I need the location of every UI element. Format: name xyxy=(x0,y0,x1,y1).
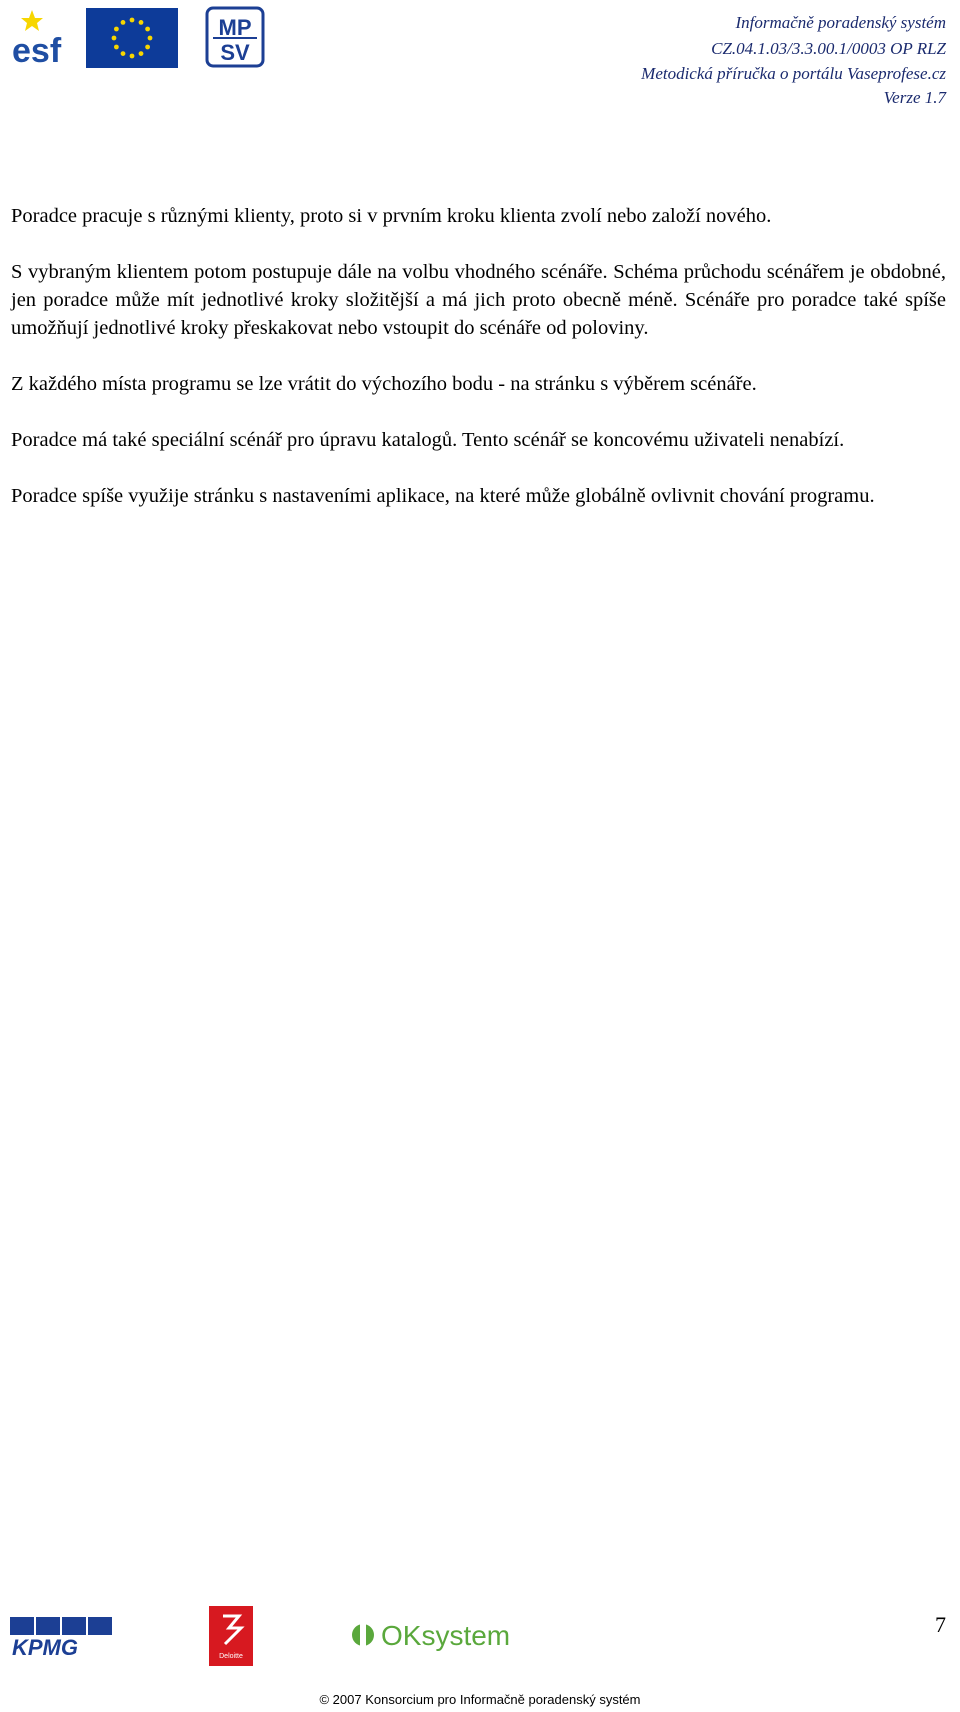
mpsv-logo xyxy=(205,6,265,68)
mpsv-logo-top: MP xyxy=(218,15,252,40)
header-version: Verze 1.7 xyxy=(883,88,946,107)
paragraph: Poradce má také speciální scénář pro úpravu katalogů. Tento scénář se koncovému uživateli nenabízí. xyxy=(11,429,845,451)
kpmg-logo xyxy=(10,1617,112,1659)
paragraph: Poradce spíše využije stránku s nastaveními aplikace, na které může globálně ovlivnit chování programu. xyxy=(11,485,875,507)
header-system: Informačně poradenský systém xyxy=(735,13,946,32)
header-project-code: CZ.04.1.03/3.3.00.1/0003 OP RLZ xyxy=(711,38,946,58)
header-document-title: Metodická příručka o portálu Vaseprofese.cz xyxy=(641,64,946,83)
eu-flag-logo xyxy=(86,8,178,68)
oksystem-logo-text: OKsystem xyxy=(381,1620,511,1651)
paragraph: Z každého místa programu se lze vrátit do výchozího bodu - na stránku s výběrem scénáře. xyxy=(11,373,757,395)
esf-logo xyxy=(10,6,82,68)
esf-logo-text: esf xyxy=(12,32,62,68)
paragraph: S vybraným klientem potom postupuje dále na volbu vhodného scénáře. Schéma průchodu scénářem je obdobné, jen poradce může mít jednotlivé kroky složitější a má jich proto obecně méně. Scénáře pro poradce také spíše umožňují jednotlivé kroky přeskakovat nebo vstoupit do scénáře od poloviny. xyxy=(11,261,946,339)
mpsv-logo-bottom: SV xyxy=(220,40,250,65)
deloitte-logo xyxy=(209,1606,253,1666)
deloitte-logo-text: Deloitte xyxy=(219,1653,243,1660)
oksystem-logo xyxy=(349,1617,535,1653)
page-number: 7 xyxy=(935,1612,946,1637)
document-body xyxy=(11,202,946,538)
footer-copyright: © 2007 Konsorcium pro Informačně poradenský systém xyxy=(319,1692,641,1707)
paragraph: Poradce pracuje s různými klienty, proto si v prvním kroku klienta zvolí nebo založí nového. xyxy=(11,205,772,227)
kpmg-logo-text: KPMG xyxy=(12,1635,78,1659)
document-header xyxy=(526,10,946,87)
